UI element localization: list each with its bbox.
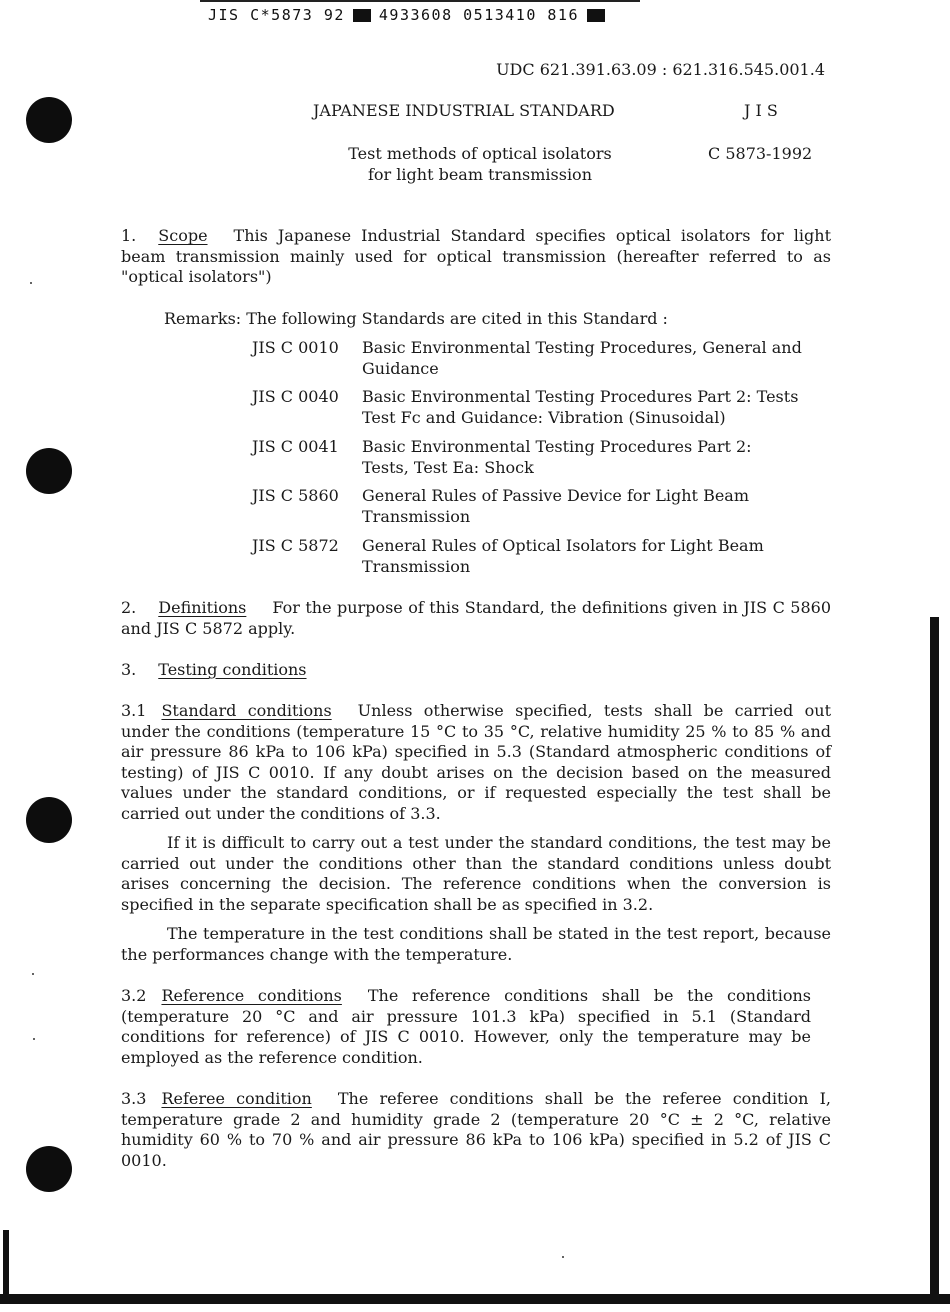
section-heading: Standard conditions xyxy=(161,701,332,720)
section-text: The referee conditions shall be the referee condition I, temperature grade 2 and humidity grade 2 (temperature 20 °C ± 2 °C, relative humidity 60 % to 70 % and air pressure 86 kPa to 106 kPa) specified in 5.2 of JIS C 0010. xyxy=(121,1089,831,1170)
reference-row xyxy=(252,338,832,379)
reference-row xyxy=(252,387,832,428)
scan-speck xyxy=(562,1256,564,1258)
scan-speck xyxy=(33,1038,35,1040)
paragraph-standard-conditions-3: The temperature in the test conditions shall be stated in the test report, because the performances change with the temperature. xyxy=(121,924,831,964)
section-heading: Testing conditions xyxy=(158,660,307,679)
section-reference-conditions xyxy=(121,986,811,1068)
reference-title: General Rules of Optical Isolators for Light Beam Transmission xyxy=(362,536,764,576)
reference-code: JIS C 0010 xyxy=(252,338,339,357)
section-scope xyxy=(121,226,831,288)
header-code xyxy=(208,6,613,24)
reference-row xyxy=(252,536,832,577)
barcode-block xyxy=(587,9,605,22)
reference-code: JIS C 5860 xyxy=(252,486,339,505)
section-number: 3.1 xyxy=(121,701,147,720)
udc-number: UDC 621.391.63.09 : 621.316.545.001.4 xyxy=(496,60,825,79)
header-code-part2: 4933608 0513410 816 xyxy=(378,6,579,24)
section-heading: Definitions xyxy=(158,598,247,617)
header-code-part1: JIS C*5873 92 xyxy=(208,6,345,24)
section-referee-condition xyxy=(121,1089,831,1171)
reference-code: JIS C 0040 xyxy=(252,387,339,406)
section-text: For the purpose of this Standard, the definitions given in JIS C 5860 and JIS C 5872 apply. xyxy=(121,598,831,638)
section-testing-conditions xyxy=(121,660,831,681)
reference-title: Basic Environmental Testing Procedures, General and Guidance xyxy=(362,338,802,378)
section-number: 3.2 xyxy=(121,986,147,1005)
section-text: Unless otherwise specified, tests shall be carried out under the conditions (temperature 15 °C to 35 °C, relative humidity 25 % to 85 % and air pressure 86 kPa to 106 kPa) specified in 5.3 (Standard atmospheric conditions of testing) of JIS C 0010. If any doubt arises on the decision based on the measured values under the standard conditions, or if requested especially the test shall be carried out under the conditions of 3.3. xyxy=(121,701,831,823)
punch-hole-2 xyxy=(26,448,72,494)
barcode-block xyxy=(353,9,371,22)
reference-row xyxy=(252,437,832,478)
section-number: 3.3 xyxy=(121,1089,147,1108)
scan-top-line xyxy=(200,0,640,2)
section-heading: Referee condition xyxy=(161,1089,312,1108)
reference-title: General Rules of Passive Device for Light Beam Transmission xyxy=(362,486,750,526)
scan-right-bar xyxy=(930,617,939,1297)
section-standard-conditions xyxy=(121,701,831,824)
section-heading: Scope xyxy=(158,226,208,245)
standard-title xyxy=(310,144,650,185)
reference-row xyxy=(252,486,832,527)
section-definitions xyxy=(121,598,831,639)
punch-hole-3 xyxy=(26,797,72,843)
standard-title-line1: Test methods of optical isolators xyxy=(348,144,612,163)
scan-speck xyxy=(32,973,34,975)
standard-title-line2: for light beam transmission xyxy=(368,164,592,184)
standard-org: JAPANESE INDUSTRIAL STANDARD xyxy=(313,101,615,120)
paragraph-standard-conditions-2: If it is difficult to carry out a test under the standard conditions, the test may be carried out under the conditions other than the standard conditions unless doubt arises concerning the decision. The reference conditions when the conversion is specified in the separate specification shall be as specified in 3.2. xyxy=(121,833,831,914)
scan-left-bar xyxy=(3,1230,9,1304)
scan-bottom-bar xyxy=(0,1294,950,1304)
reference-title: Basic Environmental Testing Procedures Part 2: Tests Test Fc and Guidance: Vibration (Sinusoidal) xyxy=(362,387,799,427)
standard-abbr: J I S xyxy=(744,101,778,120)
punch-hole-4 xyxy=(26,1146,72,1192)
section-number: 3. xyxy=(121,660,137,679)
section-text: This Japanese Industrial Standard specifies optical isolators for light beam transmission mainly used for optical transmission (hereafter referred to as "optical isolators") xyxy=(121,226,831,286)
scan-speck xyxy=(30,282,32,284)
punch-hole-1 xyxy=(26,97,72,143)
section-heading: Reference conditions xyxy=(161,986,342,1005)
reference-title: Basic Environmental Testing Procedures Part 2: Tests, Test Ea: Shock xyxy=(362,437,752,477)
reference-code: JIS C 5872 xyxy=(252,536,339,555)
section-text: The reference conditions shall be the conditions (temperature 20 °C and air pressure 101.3 kPa) specified in 5.1 (Standard conditions for reference) of JIS C 0010. However, only the temperature may be employed as the reference condition. xyxy=(121,986,812,1067)
section-number: 2. xyxy=(121,598,137,617)
reference-code: JIS C 0041 xyxy=(252,437,339,456)
section-number: 1. xyxy=(121,226,137,245)
remarks-intro: Remarks: The following Standards are cited in this Standard : xyxy=(164,309,668,328)
standard-number: C 5873-1992 xyxy=(708,144,813,163)
